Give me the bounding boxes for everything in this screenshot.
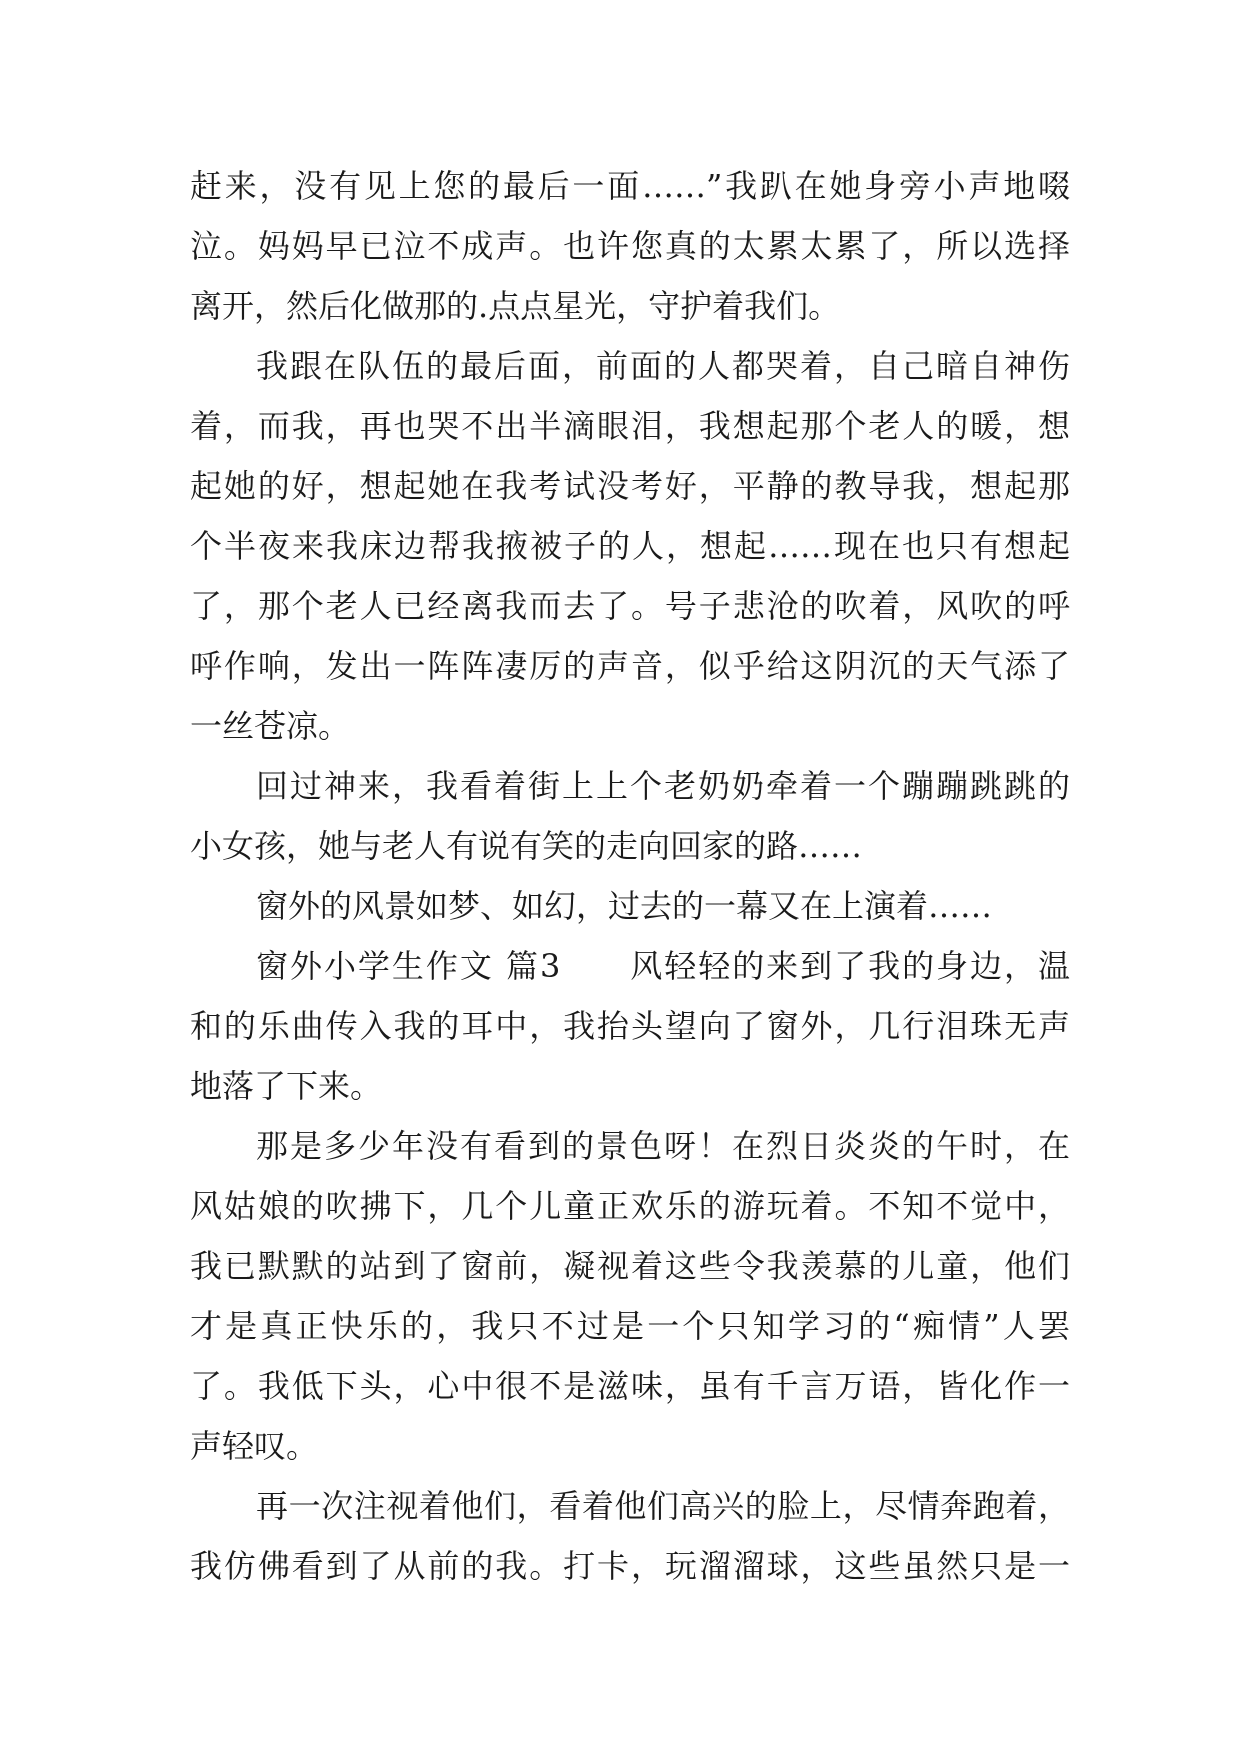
text-line: 呼作响，发出一阵阵凄厉的声音，似乎给这阴沉的天气添了 <box>190 647 1070 685</box>
text-line: 赶来，没有见上您的最后一面……”我趴在她身旁小声地啜 <box>190 167 1070 205</box>
text-line: 离开，然后化做那的.点点星光，守护着我们。 <box>190 287 841 325</box>
text-line: 和的乐曲传入我的耳中，我抬头望向了窗外，几行泪珠无声 <box>190 1007 1070 1045</box>
text-line: 我仿佛看到了从前的我。打卡，玩溜溜球，这些虽然只是一 <box>190 1547 1070 1585</box>
text-line: 声轻叹。 <box>190 1427 319 1465</box>
paragraph-start-line: 回过神来，我看着街上上个老奶奶牵着一个蹦蹦跳跳的 <box>256 767 1070 805</box>
text-line: 着，而我，再也哭不出半滴眼泪，我想起那个老人的暖，想 <box>190 407 1070 445</box>
text-line: 风姑娘的吹拂下，几个儿童正欢乐的游玩着。不知不觉中， <box>190 1187 1070 1225</box>
paragraph-start-line: 窗外的风景如梦、如幻，过去的一幕又在上演着…… <box>256 887 993 925</box>
essay-heading-line: 窗外小学生作文 篇3 风轻轻的来到了我的身边，温 <box>256 947 1070 985</box>
text-line: 泣。妈妈早已泣不成声。也许您真的太累太累了，所以选择 <box>190 227 1070 265</box>
text-line: 个半夜来我床边帮我掖被子的人，想起……现在也只有想起 <box>190 527 1070 565</box>
text-line: 地落了下来。 <box>190 1067 383 1105</box>
paragraph-start-line: 我跟在队伍的最后面，前面的人都哭着，自己暗自神伤 <box>256 347 1070 385</box>
text-line: 了，那个老人已经离我而去了。号子悲沧的吹着，风吹的呼 <box>190 587 1070 625</box>
text-line: 了。我低下头，心中很不是滋味，虽有千言万语，皆化作一 <box>190 1367 1070 1405</box>
text-line: 才是真正快乐的，我只不过是一个只知学习的“痴情”人罢 <box>190 1307 1070 1345</box>
text-line: 我已默默的站到了窗前，凝视着这些令我羡慕的儿童，他们 <box>190 1247 1070 1285</box>
text-line: 起她的好，想起她在我考试没考好，平静的教导我，想起那 <box>190 467 1070 505</box>
document-body <box>190 156 1070 1596</box>
paragraph-start-line: 再一次注视着他们，看着他们高兴的脸上，尽情奔跑着， <box>256 1487 1070 1525</box>
text-line: 一丝苍凉。 <box>190 707 351 745</box>
text-line: 小女孩，她与老人有说有笑的走向回家的路…… <box>190 827 863 865</box>
paragraph-start-line: 那是多少年没有看到的景色呀！在烈日炎炎的午时，在 <box>256 1127 1070 1165</box>
